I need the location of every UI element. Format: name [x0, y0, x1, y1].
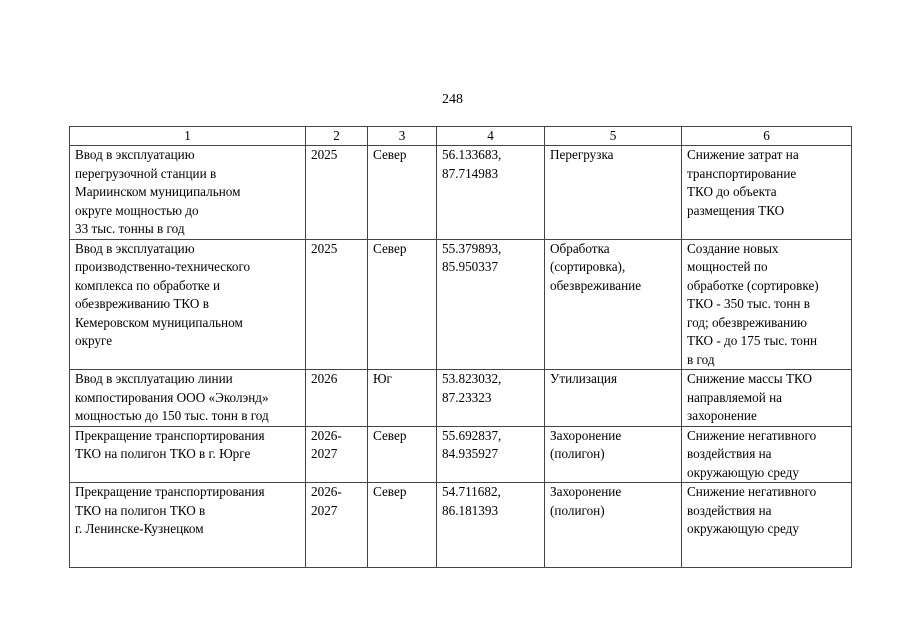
table-row: [70, 146, 852, 240]
cell-zone: Север: [368, 426, 437, 483]
page-number: 248: [442, 92, 463, 107]
cell-event: Ввод в эксплуатацию линии компостирования ООО «Эколэнд» мощностью до 150 тыс. тонн в год: [70, 370, 306, 427]
table-row: [70, 239, 852, 370]
cell-event: Прекращение транспортирования ТКО на полигон ТКО в г. Юрге: [70, 426, 306, 483]
table-row: [70, 483, 852, 568]
table-row: [70, 426, 852, 483]
cell-result: Снижение массы ТКО направляемой на захоронение: [682, 370, 852, 427]
cell-year: 2025: [306, 146, 368, 240]
cell-year: 2026: [306, 370, 368, 427]
cell-event: Прекращение транспортирования ТКО на полигон ТКО в г. Ленинске-Кузнецком: [70, 483, 306, 568]
column-header-6: 6: [682, 127, 852, 146]
cell-activity: Обработка (сортировка), обезвреживание: [545, 239, 682, 370]
cell-zone: Север: [368, 239, 437, 370]
cell-activity: Захоронение (полигон): [545, 483, 682, 568]
cell-result: Снижение затрат на транспортирование ТКО до объекта размещения ТКО: [682, 146, 852, 240]
table-row: [70, 370, 852, 427]
cell-coordinates: 56.133683, 87.714983: [437, 146, 545, 240]
cell-coordinates: 55.379893, 85.950337: [437, 239, 545, 370]
cell-activity: Перегрузка: [545, 146, 682, 240]
cell-zone: Север: [368, 146, 437, 240]
cell-year: 2025: [306, 239, 368, 370]
column-header-5: 5: [545, 127, 682, 146]
cell-result: Снижение негативного воздействия на окружающую среду: [682, 426, 852, 483]
cell-result: Создание новых мощностей по обработке (сортировке) ТКО - 350 тыс. тонн в год; обезвреживанию ТКО - до 175 тыс. тонн в год: [682, 239, 852, 370]
cell-year: 2026- 2027: [306, 426, 368, 483]
column-header-2: 2: [306, 127, 368, 146]
cell-activity: Захоронение (полигон): [545, 426, 682, 483]
cell-activity: Утилизация: [545, 370, 682, 427]
cell-result: Снижение негативного воздействия на окружающую среду: [682, 483, 852, 568]
cell-event: Ввод в эксплуатацию производственно-технического комплекса по обработке и обезвреживанию ТКО в Кемеровском муниципальном округе: [70, 239, 306, 370]
table-header-row: [70, 127, 852, 146]
cell-year: 2026- 2027: [306, 483, 368, 568]
cell-coordinates: 54.711682, 86.181393: [437, 483, 545, 568]
column-header-3: 3: [368, 127, 437, 146]
column-header-4: 4: [437, 127, 545, 146]
measures-table: [69, 126, 852, 568]
cell-zone: Север: [368, 483, 437, 568]
cell-coordinates: 55.692837, 84.935927: [437, 426, 545, 483]
cell-event: Ввод в эксплуатацию перегрузочной станции в Мариинском муниципальном округе мощностью до 33 тыс. тонны в год: [70, 146, 306, 240]
cell-zone: Юг: [368, 370, 437, 427]
cell-coordinates: 53.823032, 87.23323: [437, 370, 545, 427]
column-header-1: 1: [70, 127, 306, 146]
